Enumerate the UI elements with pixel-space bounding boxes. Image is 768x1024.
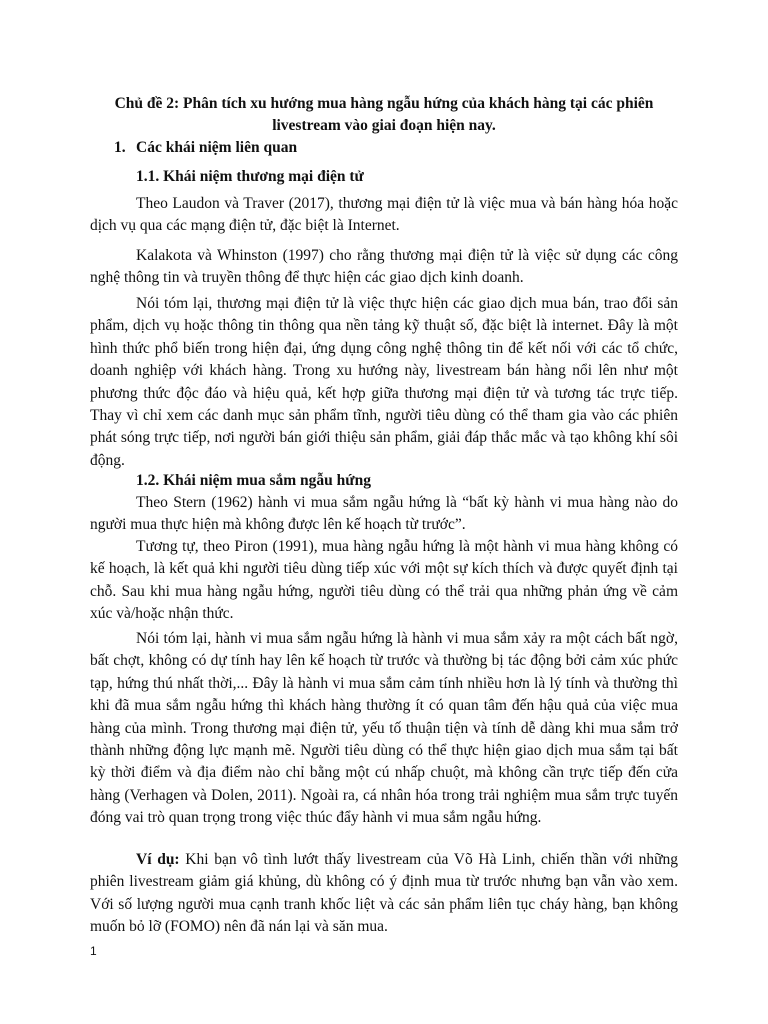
paragraph-impulse-summary: Nói tóm lại, hành vi mua sắm ngẫu hứng là hành vi mua sắm xảy ra một cách bất ngờ, bất chợt, không có dự tính hay lên kế hoạch từ trước và thường bị tác động bởi cảm xúc phức tạp, hứng thú nhất thời,... Đây là hành vi mua sắm cảm tính nhiều hơn là lý tính và thường thì khi đã mua sắm ngẫu hứng thì khách hàng thường ít có quan tâm đến hậu quả của việc mua hàng của mình. Trong thương mại điện tử, yếu tố thuận tiện và tính dễ dàng khi mua sắm trở thành những động lực mạnh mẽ. Người tiêu dùng có thể thực hiện giao dịch mua sắm tại bất kỳ thời điểm và địa điểm nào chỉ bằng một cú nhấp chuột, mà không cần trực tiếp đến cửa hàng (Verhagen và Dolen, 2011). Ngoài ra, cá nhân hóa trong trải nghiệm mua sắm trực tuyến đóng vai trò quan trọng trong việc thúc đẩy hành vi mua sắm ngẫu hứng. xyxy=(90,630,678,827)
section-heading-text: Các khái niệm liên quan xyxy=(136,139,298,156)
paragraph-ecommerce-laudon: Theo Laudon và Traver (2017), thương mại điện tử là việc mua và bán hàng hóa hoặc dịch vụ qua các mạng điện tử, đặc biệt là Internet. xyxy=(90,195,678,235)
paragraph-ecommerce-summary: Nói tóm lại, thương mại điện tử là việc thực hiện các giao dịch mua bán, trao đổi sản phẩm, dịch vụ hoặc thông tin thông qua nền tảng kỹ thuật số, đặc biệt là internet. Đây là một hình thức phổ biến trong hiện đại, ứng dụng công nghệ thông tin để kết nối với các tổ chức, doanh nghiệp với khách hàng. Trong xu hướng này, livestream bán hàng nổi lên như một phương thức độc đáo và hiệu quả, kết hợp giữa thương mại điện tử và tương tác trực tiếp. Thay vì chỉ xem các danh mục sản phẩm tĩnh, người tiêu dùng có thể tham gia vào các phiên phát sóng trực tiếp, nơi người bán giới thiệu sản phẩm, giải đáp thắc mắc và tạo không khí sôi động. xyxy=(90,295,678,469)
section-number: 1. xyxy=(114,139,126,156)
subsection-heading-1-2: 1.2. Khái niệm mua sắm ngẫu hứng xyxy=(136,472,371,489)
paragraph-ecommerce-kalakota: Kalakota và Whinston (1997) cho rằng thương mại điện tử là việc sử dụng các công nghệ thông tin và truyền thông để thực hiện các giao dịch kinh doanh. xyxy=(90,247,678,287)
example-label: Ví dụ: xyxy=(136,851,180,868)
document-title: Chủ đề 2: Phân tích xu hướng mua hàng ngẫu hứng của khách hàng tại các phiên livestream vào giai đoạn hiện nay. xyxy=(114,95,654,135)
example-text: Khi bạn vô tình lướt thấy livestream của Võ Hà Linh, chiến thần với những phiên livestream giảm giá khủng, dù không có ý định mua từ trước nhưng bạn vẫn vào xem. Với số lượng người mua cạnh tranh khốc liệt và các sản phẩm liên tục cháy hàng, bạn không muốn bỏ lỡ (FOMO) nên đã nán lại và săn mua. xyxy=(90,851,679,936)
section-heading-1 xyxy=(114,137,297,159)
paragraph-impulse-stern: Theo Stern (1962) hành vi mua sắm ngẫu hứng là “bất kỳ hành vi mua hàng nào do người mua thực hiện mà không được lên kế hoạch từ trước”. xyxy=(90,494,678,534)
subsection-heading-1-1: 1.1. Khái niệm thương mại điện tử xyxy=(136,168,364,185)
paragraph-impulse-piron: Tương tự, theo Piron (1991), mua hàng ngẫu hứng là một hành vi mua hàng không có kế hoạch, là kết quả khi người tiêu dùng tiếp xúc với một sự kích thích và được quyết định tại chỗ. Sau khi mua hàng ngẫu hứng, người tiêu dùng có thể trải qua những phản ứng về cảm xúc và/hoặc nhận thức. xyxy=(90,538,678,623)
page-number: 1 xyxy=(90,944,97,958)
paragraph-example xyxy=(90,849,678,939)
